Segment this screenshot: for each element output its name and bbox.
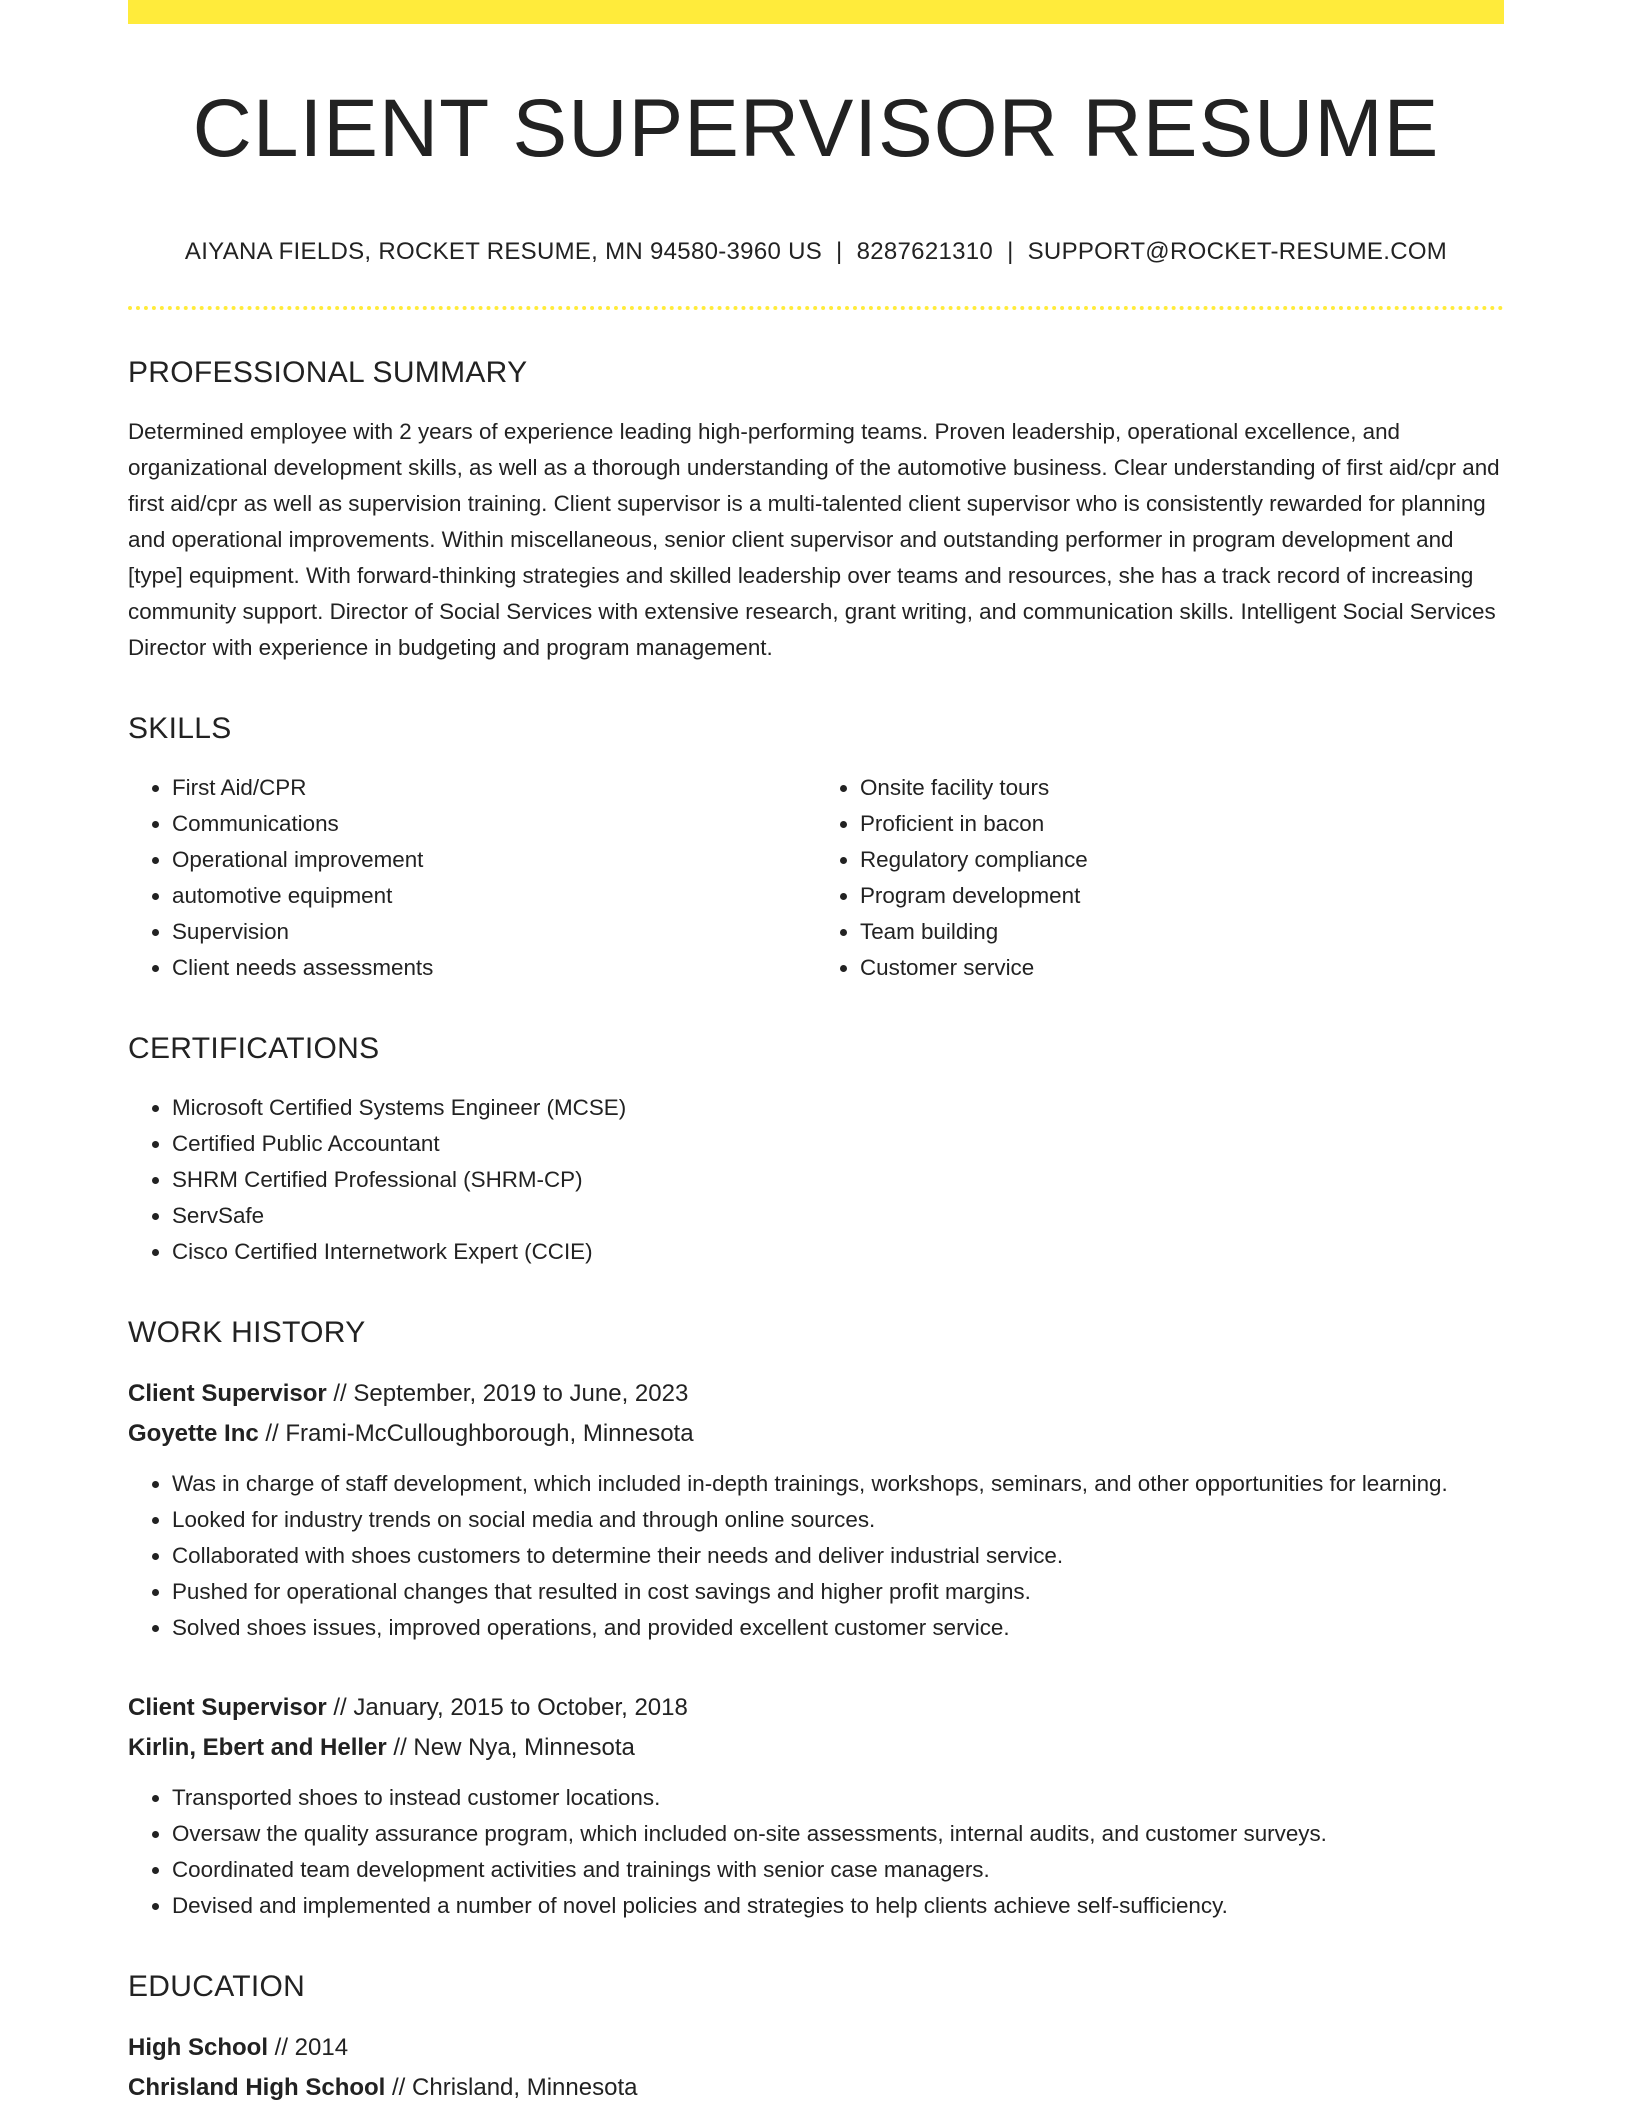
job-title: Client Supervisor <box>128 1694 327 1722</box>
skill-item: • Onsite facility tours <box>860 770 1504 806</box>
job-bullet: • Solved shoes issues, improved operations, and provided excellent customer service. <box>172 1610 1504 1646</box>
job-bullet: • Coordinated team development activities and trainings with senior case managers. <box>172 1852 1504 1888</box>
summary-heading: PROFESSIONAL SUMMARY <box>128 356 528 390</box>
job-location: // New Nya, Minnesota <box>386 1734 635 1762</box>
job-company-line <box>128 1728 1504 1768</box>
skill-item: • Program development <box>860 878 1504 914</box>
job-bullet: • Oversaw the quality assurance program, which included on-site assessments, internal audits, and customer surveys. <box>172 1816 1504 1852</box>
skills-heading: SKILLS <box>128 712 232 746</box>
accent-bar <box>128 0 1504 24</box>
certifications-heading: CERTIFICATIONS <box>128 1032 380 1066</box>
certification-item: • Certified Public Accountant <box>172 1126 1504 1162</box>
job-dates: // January, 2015 to October, 2018 <box>326 1694 688 1722</box>
job-bullet: • Collaborated with shoes customers to determine their needs and deliver industrial service. <box>172 1538 1504 1574</box>
skill-item: • Regulatory compliance <box>860 842 1504 878</box>
contact-line <box>128 238 1504 266</box>
certification-item: • Microsoft Certified Systems Engineer (MCSE) <box>172 1090 1504 1126</box>
job-title-line <box>128 1374 1504 1414</box>
skill-item: • automotive equipment <box>172 878 816 914</box>
job-entry <box>128 1374 1504 1646</box>
job-title: Client Supervisor <box>128 1380 327 1408</box>
skill-item: • Operational improvement <box>172 842 816 878</box>
skills-right-list <box>816 770 1504 986</box>
education-school: Chrisland High School <box>128 2074 386 2102</box>
job-company: Kirlin, Ebert and Heller <box>128 1734 387 1762</box>
education-year: // 2014 <box>268 2034 349 2062</box>
skill-item: • Team building <box>860 914 1504 950</box>
job-bullet: • Looked for industry trends on social media and through online sources. <box>172 1502 1504 1538</box>
skill-item: • Supervision <box>172 914 816 950</box>
job-company-line <box>128 1414 1504 1454</box>
dotted-divider <box>128 306 1504 310</box>
job-location: // Frami-McCulloughborough, Minnesota <box>258 1420 694 1448</box>
job-bullet: • Was in charge of staff development, which included in-depth trainings, workshops, seminars, and other opportunities for learning. <box>172 1466 1504 1502</box>
certification-item: • ServSafe <box>172 1198 1504 1234</box>
education-school-line <box>128 2068 1504 2108</box>
skill-item: • Proficient in bacon <box>860 806 1504 842</box>
job-bullets <box>128 1466 1504 1646</box>
job-bullet: • Devised and implemented a number of novel policies and strategies to help clients achieve self-sufficiency. <box>172 1888 1504 1924</box>
contact-phone: 8287621310 <box>856 238 994 266</box>
education-degree: High School <box>128 2034 268 2062</box>
contact-email[interactable]: SUPPORT@ROCKET-RESUME.COM <box>1027 238 1448 266</box>
skill-item: • Customer service <box>860 950 1504 986</box>
skill-item: • Communications <box>172 806 816 842</box>
job-bullet: • Pushed for operational changes that resulted in cost savings and higher profit margins. <box>172 1574 1504 1610</box>
work-history-heading: WORK HISTORY <box>128 1316 366 1350</box>
job-bullet: • Transported shoes to instead customer locations. <box>172 1780 1504 1816</box>
resume-title: CLIENT SUPERVISOR RESUME <box>192 83 1440 174</box>
contact-address: AIYANA FIELDS, ROCKET RESUME, MN 94580-3960 US <box>184 238 823 266</box>
contact-separator: | <box>1007 238 1014 266</box>
resume-page <box>128 0 1504 2108</box>
certification-item: • Cisco Certified Internetwork Expert (CCIE) <box>172 1234 1504 1270</box>
job-bullets <box>128 1780 1504 1924</box>
job-company: Goyette Inc <box>128 1420 259 1448</box>
certifications-list <box>128 1090 1504 1270</box>
certification-item: • SHRM Certified Professional (SHRM-CP) <box>172 1162 1504 1198</box>
education-location: // Chrisland, Minnesota <box>385 2074 638 2102</box>
job-entry <box>128 1688 1504 1924</box>
job-title-line <box>128 1688 1504 1728</box>
skill-item: • First Aid/CPR <box>172 770 816 806</box>
skills-left-list <box>128 770 816 986</box>
summary-text: Determined employee with 2 years of experience leading high-performing teams. Proven leadership, operational excellence, and organizational development skills, as well as a thorough understanding of the automotive business. Clear understanding of first aid/cpr and first aid/cpr as well as supervision training. Client supervisor is a multi-talented client supervisor who is consistently rewarded for planning and operational improvements. Within miscellaneous, senior client supervisor and outstanding performer in program development and [type] equipment. With forward-thinking strategies and skilled leadership over teams and resources, she has a track record of increasing community support. Director of Social Services with extensive research, grant writing, and communication skills. Intelligent Social Services Director with experience in budgeting and program management. <box>128 419 1500 661</box>
education-degree-line <box>128 2028 1504 2068</box>
skills-grid <box>128 770 1504 986</box>
job-dates: // September, 2019 to June, 2023 <box>326 1380 689 1408</box>
skill-item: • Client needs assessments <box>172 950 816 986</box>
contact-separator: | <box>836 238 843 266</box>
education-entry <box>128 2028 1504 2108</box>
education-heading: EDUCATION <box>128 1970 306 2004</box>
